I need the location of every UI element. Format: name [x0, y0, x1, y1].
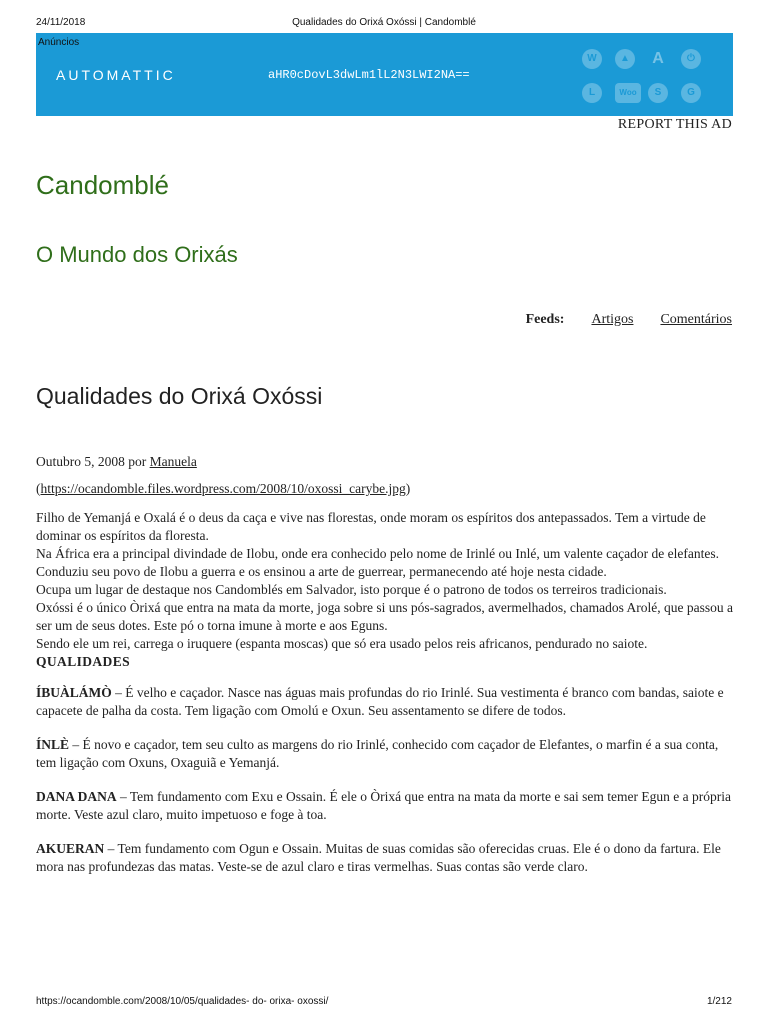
qualities-heading: QUALIDADES	[36, 654, 131, 669]
paragraph-salvador: Ocupa um lugar de destaque nos Candomblés em Salvador, isto porque é o patrono de todos os terreiros tradicionais.	[36, 582, 667, 597]
post-title: Qualidades do Orixá Oxóssi	[36, 383, 323, 409]
paragraph-king: Sendo ele um rei, carrega o iruquere (espanta moscas) que só era usado pelos reis africanos, pendurado no saiote.	[36, 636, 648, 651]
longreads-icon: L	[582, 83, 602, 103]
simplenote-icon: S	[648, 83, 668, 103]
quality-name: ÍBUÀLÁMÒ	[36, 685, 112, 700]
wordpress-icon: W	[582, 49, 602, 69]
post-content	[36, 453, 736, 892]
ad-product-icons	[582, 49, 714, 103]
quality-name: AKUERAN	[36, 841, 105, 856]
quality-text: – Tem fundamento com Ogun e Ossain. Muitas de suas comidas são oferecidas cruas. Ele é o dono da fartura. Ele mora nas profundezas das matas. Veste-se de azul claro e tiras vermelhas. Suas contas são verde claro.	[36, 841, 721, 874]
akismet-icon: A	[652, 50, 664, 67]
gravatar-icon: G	[681, 83, 701, 103]
image-link-paragraph: (https://ocandomble.files.wordpress.com/2008/10/oxossi_carybe.jpg)	[36, 481, 411, 496]
site-tagline: O Mundo dos Orixás	[36, 242, 238, 267]
print-footer	[36, 996, 732, 1010]
jetpack-icon: ▲	[615, 49, 635, 69]
paragraph-intro: Filho de Yemanjá e Oxalá é o deus da caça e vive nas florestas, onde moram os espíritos dos antepassados. Tem a virtude de dominar os espíritos da floresta.	[36, 510, 706, 543]
power-icon: ⏻	[681, 49, 701, 69]
post-meta	[36, 453, 736, 471]
print-page-number: 1/212	[706, 996, 732, 1007]
author-link[interactable]: Manuela	[149, 454, 197, 469]
site-title[interactable]: Candomblé	[36, 170, 169, 200]
print-header	[36, 17, 732, 31]
paragraph-africa: Na África era a principal divindade de Ilobu, onde era conhecido pelo nome de Irinlé ou Inlé, um valente caçador de elefantes. Conduziu seu povo de Ilobu a guerra e os ensinou a arte de guerrear, permanecendo até hoje nesta cidade.	[36, 546, 719, 579]
quality-item	[36, 736, 736, 772]
ad-code-text: aHR0cDovL3dwLm1lL2N3LWI2NA==	[268, 68, 470, 82]
quality-name: DANA DANA	[36, 789, 117, 804]
automattic-logo: AUTOMATTIC	[56, 67, 176, 83]
quality-name: ÍNLÈ	[36, 737, 70, 752]
feeds-bar	[526, 312, 732, 328]
quality-item	[36, 788, 736, 824]
print-document-title: Qualidades do Orixá Oxóssi | Candomblé	[292, 17, 476, 28]
feeds-label: Feeds:	[525, 312, 565, 327]
quality-item	[36, 684, 736, 720]
print-url: https://ocandomble.com/2008/10/05/qualidades- do- orixa- oxossi/	[36, 996, 329, 1007]
feed-articles-link[interactable]: Artigos	[591, 312, 634, 327]
ads-label: Anúncios	[38, 37, 80, 48]
quality-item	[36, 840, 736, 876]
feed-comments-link[interactable]: Comentários	[660, 312, 732, 327]
report-ad-link[interactable]: REPORT THIS AD	[617, 117, 732, 132]
paragraph-arole: Oxóssi é o único Òrixá que entra na mata da morte, joga sobre si uns pós-sagrados, avermelhados, chamados Arolé, que passou a ser um de seus dotes. Este pó o torna imune à morte e aos Eguns.	[36, 600, 733, 633]
print-date: 24/11/2018	[36, 17, 86, 28]
quality-text: – Tem fundamento com Exu e Ossain. É ele o Òrixá que entra na mata da morte e sai sem temer Egun e a própria morte. Veste azul claro, muito impetuoso e foge à toa.	[36, 789, 731, 822]
image-link[interactable]: https://ocandomble.files.wordpress.com/2008/10/oxossi_carybe.jpg	[40, 481, 406, 496]
post-date: Outubro 5, 2008 por	[36, 454, 147, 469]
quality-text: – É velho e caçador. Nasce nas águas mais profundas do rio Irinlé. Sua vestimenta é branco com bandas, saiote e capacete de palha da costa. Tem ligação com Omolú e Oxun. Seu assentamento se difere de todos.	[36, 685, 724, 718]
quality-text: – É novo e caçador, tem seu culto as margens do rio Irinlé, conhecido com caçador de Elefantes, o marfin é a sua conta, tem ligação com Oxuns, Oxaguiã e Yemanjá.	[36, 737, 719, 770]
ad-banner[interactable]	[36, 33, 733, 116]
woocommerce-icon: Woo	[615, 83, 641, 103]
